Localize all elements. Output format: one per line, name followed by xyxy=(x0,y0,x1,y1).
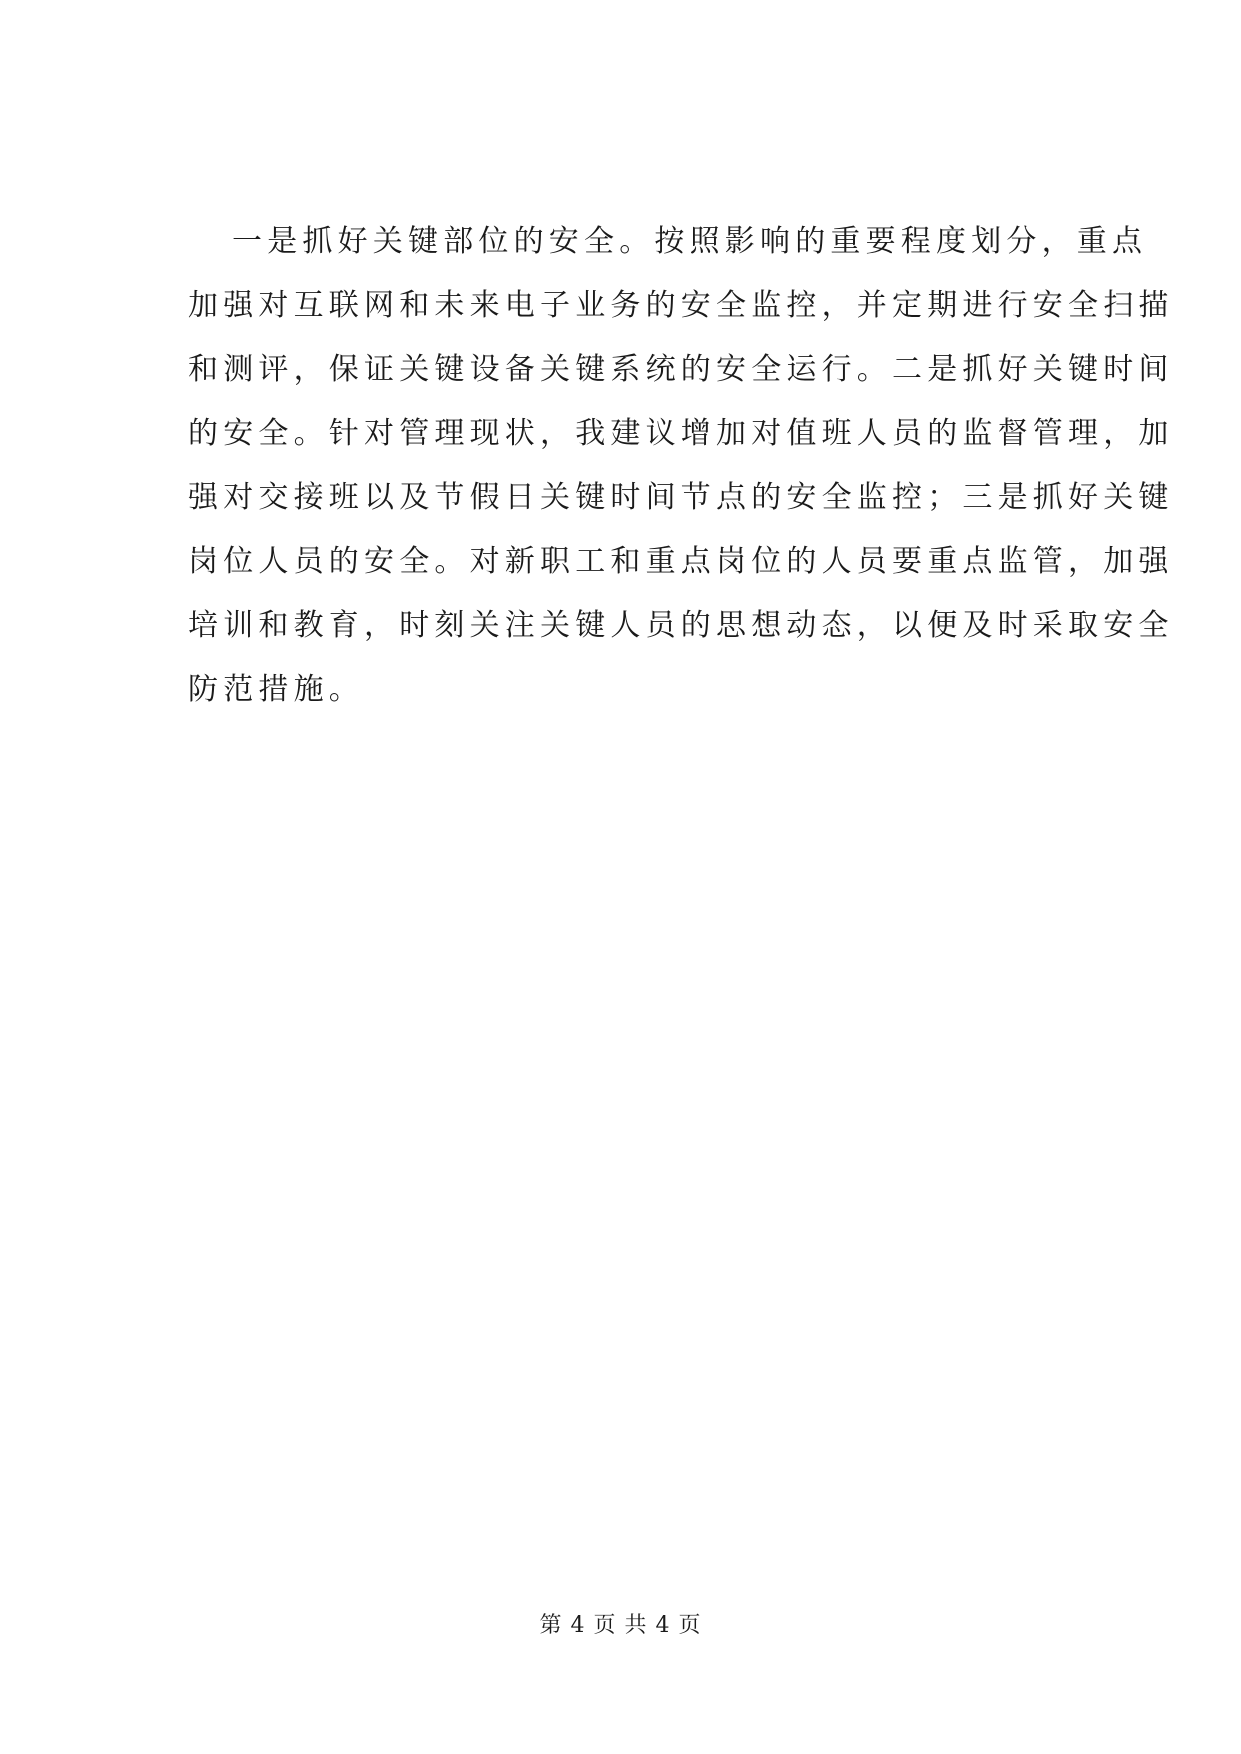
paragraph-line-5: 强对交接班以及节假日关键时间节点的安全监控；三是抓好关键 xyxy=(188,480,1174,515)
paragraph-line-2: 加强对互联网和未来电子业务的安全监控，并定期进行安全扫描 xyxy=(188,288,1174,323)
paragraph-line-3: 和测评，保证关键设备关键系统的安全运行。二是抓好关键时间 xyxy=(188,352,1174,387)
body-paragraph xyxy=(188,210,1174,722)
paragraph-line-4: 的安全。针对管理现状，我建议增加对值班人员的监督管理，加 xyxy=(188,416,1174,451)
paragraph-line-6: 岗位人员的安全。对新职工和重点岗位的人员要重点监管，加强 xyxy=(188,544,1174,579)
paragraph-line-7: 培训和教育，时刻关注关键人员的思想动态，以便及时采取安全 xyxy=(188,608,1174,643)
paragraph-line-8: 防范措施。 xyxy=(188,672,364,707)
paragraph-line-1: 一是抓好关键部位的安全。按照影响的重要程度划分，重点 xyxy=(232,224,1148,259)
page-number-footer: 第 4 页 共 4 页 xyxy=(539,1613,702,1638)
